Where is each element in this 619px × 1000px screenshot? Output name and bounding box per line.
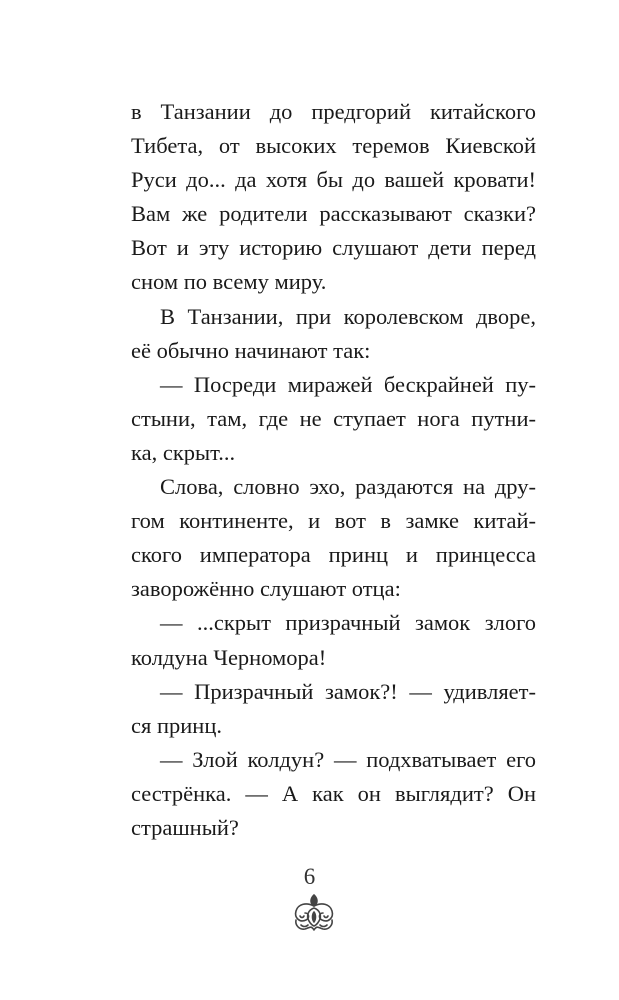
- paragraph: [131, 368, 536, 470]
- text-line: гом континенте, и вот в замке китай-: [131, 508, 536, 534]
- text-line: — Призрачный замок?! — удивляет-: [160, 678, 536, 704]
- text-line: стыни, там, где не ступает нога путни-: [131, 405, 536, 431]
- text-line: Тибета, от высоких теремов Киевской: [131, 133, 536, 159]
- paragraph: [131, 95, 536, 300]
- text-line: Слова, словно эхо, раздаются на дру-: [160, 474, 536, 500]
- text-line: Руси до... да хотя бы до вашей кровати!: [131, 167, 536, 193]
- text-line: в Танзании до предгорий китайского: [131, 99, 536, 124]
- text-line: ся принц.: [131, 712, 222, 738]
- page-body: [131, 95, 536, 845]
- page-number: 6: [303, 864, 316, 889]
- text-line: В Танзании, при королевском дворе,: [160, 303, 536, 329]
- paragraph: [131, 300, 536, 368]
- text-line: заворожённо слушают отца:: [131, 576, 401, 602]
- floral-ornament-icon: [290, 892, 338, 934]
- text-line: ского императора принц и принцесса: [131, 542, 536, 568]
- text-line: страшный?: [131, 814, 239, 840]
- text-line: — Злой колдун? — подхватывает его: [160, 746, 536, 772]
- text-line: ка, скрыт...: [131, 439, 236, 465]
- paragraph: [131, 743, 536, 845]
- text-line: колдуна Черномора!: [131, 644, 327, 670]
- text-line: сестрёнка. — А как он выглядит? Он: [131, 780, 536, 806]
- paragraph: [131, 675, 536, 743]
- text-line: Вам же родители рассказывают сказки?: [131, 201, 536, 227]
- text-line: — Посреди миражей бескрайней пу-: [160, 371, 536, 397]
- text-line: — ...скрыт призрачный замок злого: [160, 610, 536, 636]
- text-line: сном по всему миру.: [131, 269, 327, 295]
- text-line: Вот и эту историю слушают дети перед: [131, 235, 536, 261]
- text-line: её обычно начинают так:: [131, 337, 371, 363]
- paragraph: [131, 470, 536, 606]
- paragraph: [131, 606, 536, 674]
